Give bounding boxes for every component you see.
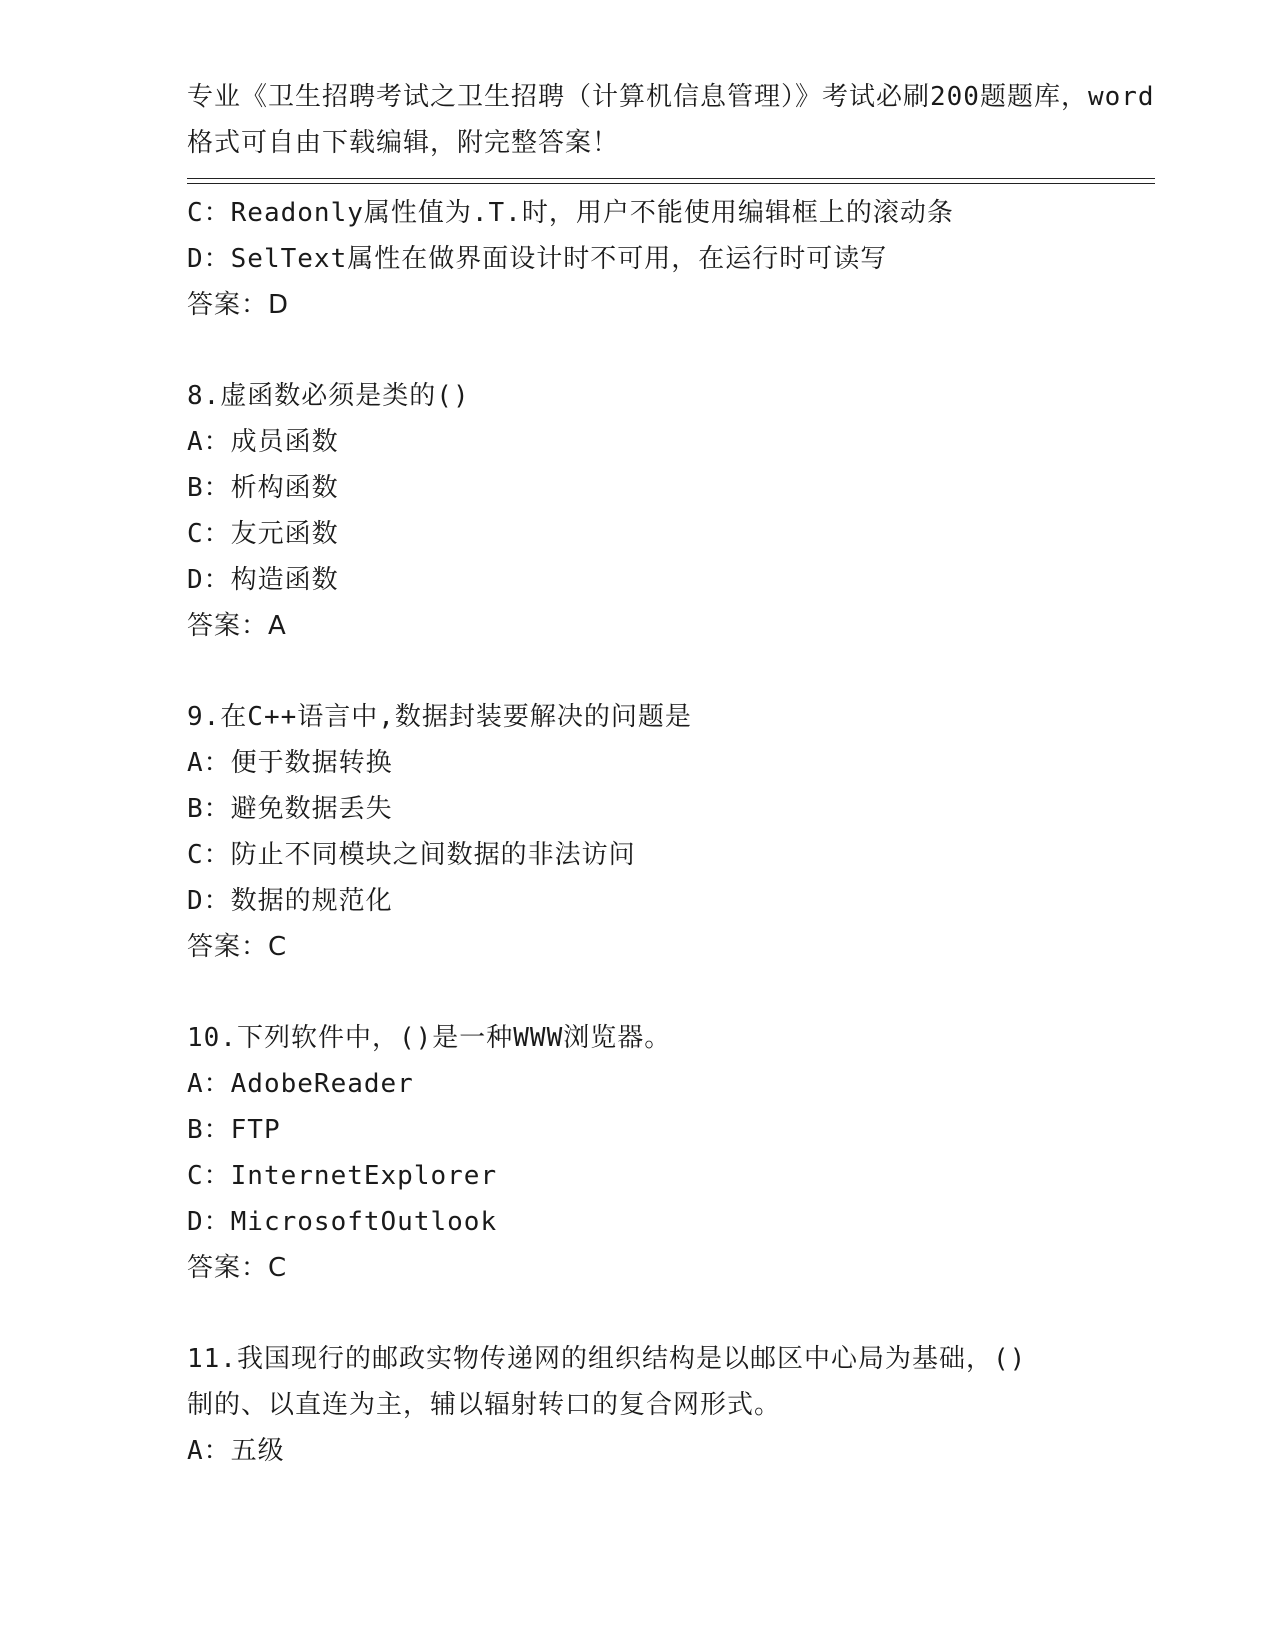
option-a-q8: A：成员函数: [187, 427, 339, 457]
question-10: 10.下列软件中，()是一种WWW浏览器。: [187, 1023, 672, 1053]
question-11-line-2: 制的、以直连为主，辅以辐射转口的复合网形式。: [187, 1390, 782, 1420]
question-8: 8.虚函数必须是类的(): [187, 381, 470, 411]
option-c-q8: C：友元函数: [187, 519, 339, 549]
answer-q7: 答案：D: [187, 290, 290, 320]
option-d-q8: D：构造函数: [187, 565, 339, 595]
question-body: [187, 190, 1155, 1474]
option-c-q9: C：防止不同模块之间数据的非法访问: [187, 840, 636, 870]
spacer: [187, 649, 1155, 694]
spacer: [187, 328, 1155, 373]
option-a-q10: A：AdobeReader: [187, 1069, 414, 1099]
option-b-q8: B：析构函数: [187, 473, 339, 503]
document-header: [187, 74, 1155, 166]
answer-q9: 答案：C: [187, 932, 288, 962]
option-c-q10: C：InternetExplorer: [187, 1161, 498, 1191]
spacer: [187, 1291, 1155, 1336]
option-d-q9: D：数据的规范化: [187, 886, 393, 916]
option-a-q9: A：便于数据转换: [187, 748, 393, 778]
option-d-q10: D：MicrosoftOutlook: [187, 1207, 498, 1237]
option-b-q9: B：避免数据丢失: [187, 794, 393, 824]
header-rule-top: [187, 178, 1155, 179]
answer-q10: 答案：C: [187, 1253, 288, 1283]
option-a-q11: A：五级: [187, 1436, 285, 1466]
question-11-line-1: 11.我国现行的邮政实物传递网的组织结构是以邮区中心局为基础，(): [187, 1344, 1027, 1374]
header-line-2: 格式可自由下载编辑，附完整答案！: [187, 128, 620, 158]
answer-q8: 答案：A: [187, 611, 287, 641]
spacer: [187, 970, 1155, 1015]
header-line-1: 专业《卫生招聘考试之卫生招聘（计算机信息管理）》考试必刷200题题库，word: [187, 82, 1155, 112]
option-c-q7: C：Readonly属性值为.T.时，用户不能使用编辑框上的滚动条: [187, 198, 954, 228]
option-d-q7: D：SelText属性在做界面设计时不可用，在运行时可读写: [187, 244, 888, 274]
question-9: 9.在C++语言中,数据封装要解决的问题是: [187, 702, 692, 732]
option-b-q10: B：FTP: [187, 1115, 281, 1145]
header-rule-bottom: [187, 183, 1155, 184]
